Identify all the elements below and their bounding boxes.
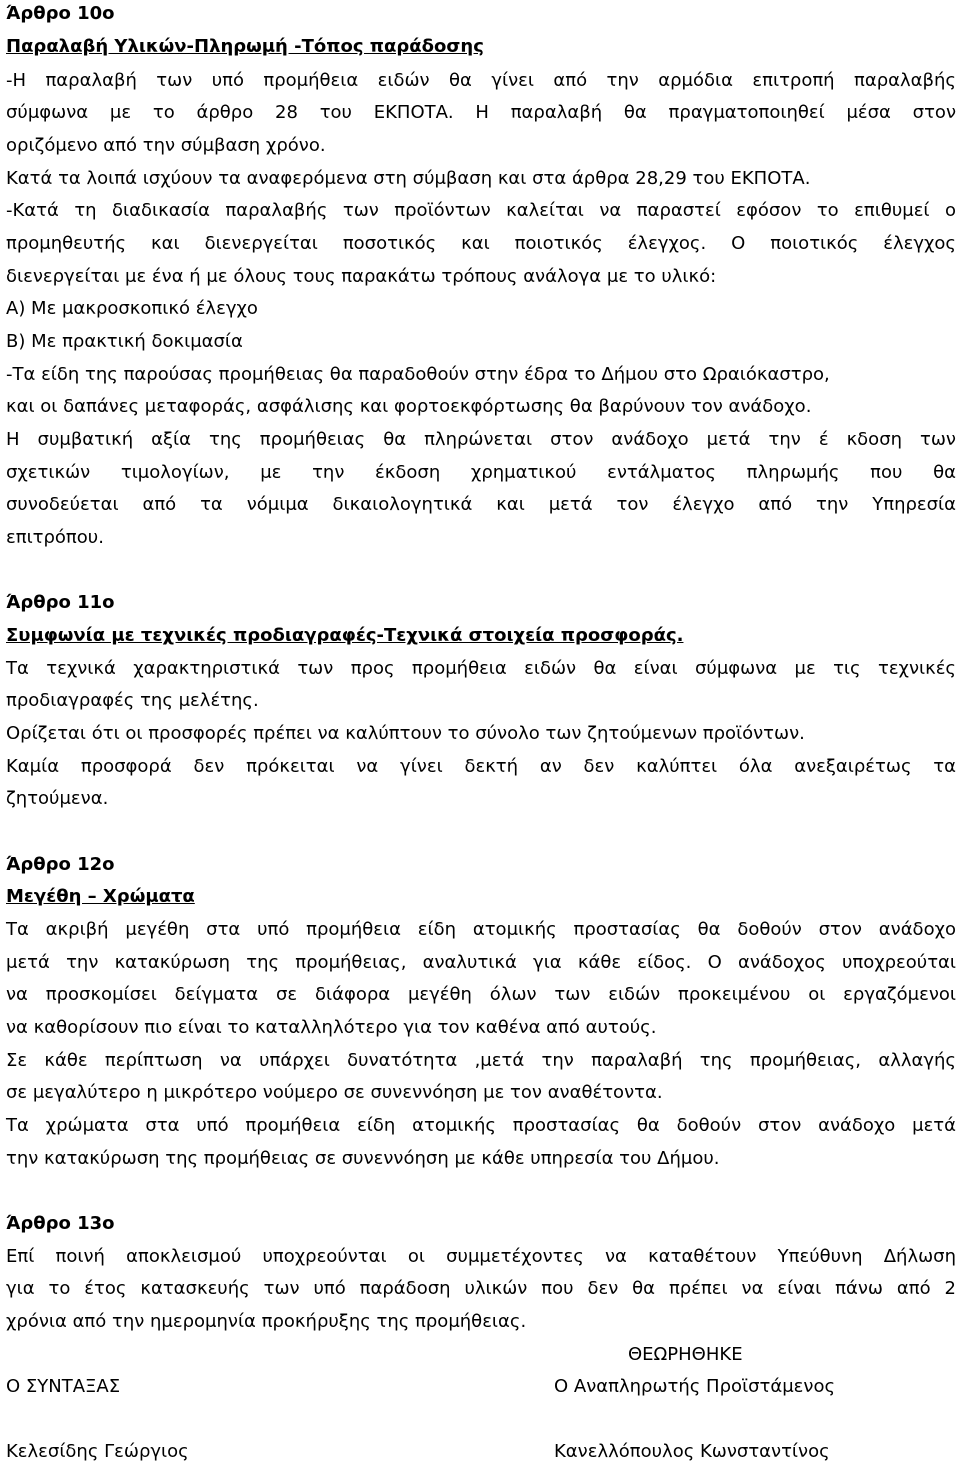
article-11-line: Τα τεχνικά χαρακτηριστικά των προς προμήθεια ειδών θα είναι σύμφωνα με τις τεχνικές bbox=[6, 658, 956, 679]
article-10-line: οριζόμενο από την σύμβαση χρόνο. bbox=[6, 135, 326, 156]
article-10-heading: Άρθρο 10ο bbox=[6, 3, 115, 24]
article-10-line: -Τα είδη της παρούσας προμήθειας θα παραδοθούν στην έδρα το Δήμου στο Ωραιόκαστρο, bbox=[6, 364, 830, 385]
article-11-line: Ορίζεται ότι οι προσφορές πρέπει να καλύπτουν το σύνολο των ζητούμενων προϊόντων. bbox=[6, 723, 805, 744]
article-10-line: Κατά τα λοιπά ισχύουν τα αναφερόμενα στη σύμβαση και στα άρθρα 28,29 του ΕΚΠΟΤΑ. bbox=[6, 168, 811, 189]
approver-title: Ο Αναπληρωτής Προϊστάμενος bbox=[554, 1376, 836, 1397]
article-10-line: επιτρόπου. bbox=[6, 527, 104, 548]
seen-label: ΘΕΩΡΗΘΗΚΕ bbox=[628, 1344, 743, 1365]
article-12-line: Σε κάθε περίπτωση να υπάρχει δυνατότητα ,μετά την παραλαβή της προμήθειας, αλλαγής bbox=[6, 1050, 956, 1071]
article-10-line: σύμφωνα με το άρθρο 28 του ΕΚΠΟΤΑ. Η παραλαβή θα πραγματοποιηθεί μέσα στον bbox=[6, 102, 956, 123]
article-11-line: προδιαγραφές της μελέτης. bbox=[6, 690, 259, 711]
article-12-heading: Άρθρο 12ο bbox=[6, 854, 115, 875]
article-12-line: να προσκομίσει δείγματα σε διάφορα μεγέθη όλων των ειδών προκειμένου οι εργαζόμενοι bbox=[6, 984, 956, 1005]
article-11-line: ζητούμενα. bbox=[6, 788, 109, 809]
article-10-line: Η συμβατική αξία της προμήθειας θα πληρώνεται στον ανάδοχο μετά την έ κδοση των bbox=[6, 429, 956, 450]
article-13-heading: Άρθρο 13ο bbox=[6, 1213, 115, 1234]
article-12-line: να καθορίσουν πιο είναι το καταλληλότερο για τον καθένα από αυτούς. bbox=[6, 1017, 657, 1038]
article-11-heading: Άρθρο 11ο bbox=[6, 592, 115, 613]
article-10-line: διενεργείται με ένα ή με όλους τους παρακάτω τρόπους ανάλογα με το υλικό: bbox=[6, 266, 717, 287]
article-10-line: σχετικών τιμολογίων, με την έκδοση χρηματικού εντάλματος πληρωμής που θα bbox=[6, 462, 956, 483]
article-10-line: Α) Με μακροσκοπικό έλεγχο bbox=[6, 298, 258, 319]
article-12-line: την κατακύρωση της προμήθειας σε συνεννόηση με κάθε υπηρεσία του Δήμου. bbox=[6, 1148, 720, 1169]
article-10-subtitle: Παραλαβή Υλικών-Πληρωμή -Τόπος παράδοσης bbox=[6, 36, 484, 57]
article-13-line: για το έτος κατασκευής των υπό παράδοση υλικών που δεν θα πρέπει να είναι πάνω από 2 bbox=[6, 1278, 956, 1299]
article-10-line: προμηθευτής και διενεργείται ποσοτικός και ποιοτικός έλεγχος. Ο ποιοτικός έλεγχος bbox=[6, 233, 956, 254]
article-13-line: χρόνια από την ημερομηνία προκήρυξης της προμήθειας. bbox=[6, 1311, 527, 1332]
article-12-line: Τα ακριβή μεγέθη στα υπό προμήθεια είδη ατομικής προστασίας θα δοθούν στον ανάδοχο bbox=[6, 919, 956, 940]
article-11-line: Καμία προσφορά δεν πρόκειται να γίνει δεκτή αν δεν καλύπτει όλα ανεξαιρέτως τα bbox=[6, 756, 956, 777]
author-title: Ο ΣΥΝΤΑΞΑΣ bbox=[6, 1376, 121, 1397]
article-10-line: συνοδεύεται από τα νόμιμα δικαιολογητικά και μετά τον έλεγχο από την Υπηρεσία bbox=[6, 494, 956, 515]
article-13-line: Επί ποινή αποκλεισμού υποχρεούνται οι συμμετέχοντες να καταθέτουν Υπεύθυνη Δήλωση bbox=[6, 1246, 956, 1267]
author-name: Κελεσίδης Γεώργιος bbox=[6, 1441, 189, 1462]
article-10-line: και οι δαπάνες μεταφοράς, ασφάλισης και φορτοεκφόρτωσης θα βαρύνουν τον ανάδοχο. bbox=[6, 396, 812, 417]
article-12-line: Τα χρώματα στα υπό προμήθεια είδη ατομικής προστασίας θα δοθούν στον ανάδοχο μετά bbox=[6, 1115, 956, 1136]
article-10-line: -Η παραλαβή των υπό προμήθεια ειδών θα γίνει από την αρμόδια επιτροπή παραλαβής bbox=[6, 70, 956, 91]
article-10-line: -Κατά τη διαδικασία παραλαβής των προϊόντων καλείται να παραστεί εφόσον το επιθυμεί ο bbox=[6, 200, 956, 221]
article-12-line: μετά την κατακύρωση της προμήθειας, αναλυτικά για κάθε είδος. Ο ανάδοχος υποχρεούται bbox=[6, 952, 956, 973]
article-12-subtitle: Μεγέθη – Χρώματα bbox=[6, 886, 195, 907]
article-11-subtitle: Συμφωνία με τεχνικές προδιαγραφές-Τεχνικά στοιχεία προσφοράς. bbox=[6, 625, 684, 646]
article-12-line: σε μεγαλύτερο η μικρότερο νούμερο σε συνεννόηση με τον αναθέτοντα. bbox=[6, 1082, 663, 1103]
approver-name: Κανελλόπουλος Κωνσταντίνος bbox=[554, 1441, 830, 1462]
article-10-line: Β) Με πρακτική δοκιμασία bbox=[6, 331, 243, 352]
